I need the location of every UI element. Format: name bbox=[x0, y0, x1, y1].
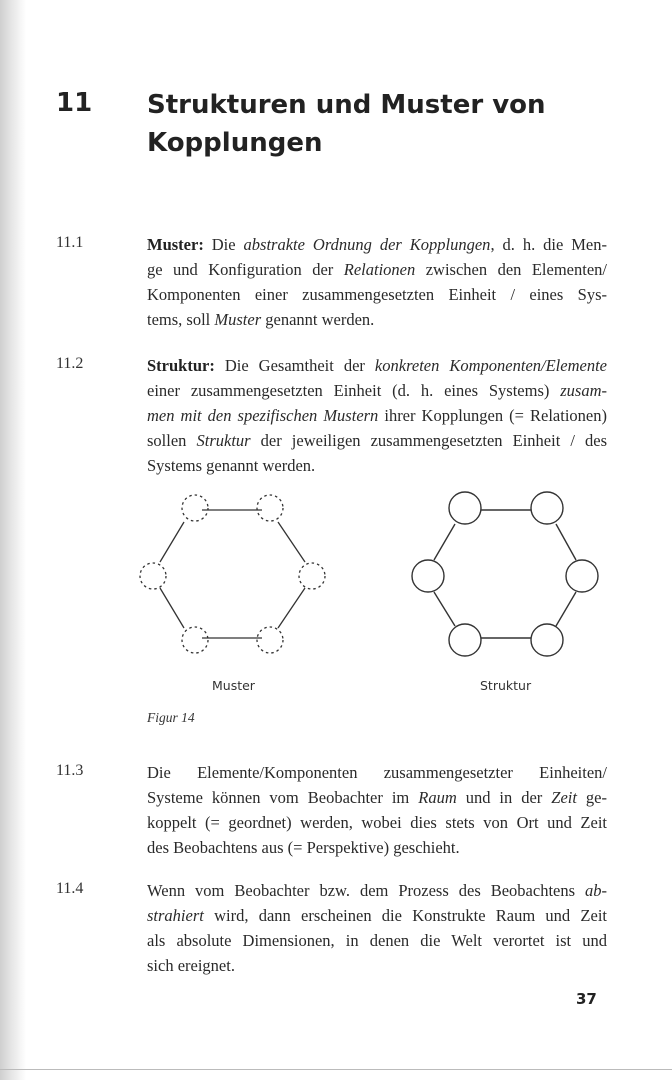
text-line bbox=[147, 878, 607, 903]
text-line bbox=[147, 353, 607, 378]
text-run: Komponenten einer zusammengesetzten Einheit / eines Sys- bbox=[147, 285, 607, 304]
struktur-node bbox=[412, 560, 444, 592]
text-run: ge und Konfiguration der bbox=[147, 260, 344, 279]
text-run: zwischen den Elementen/ bbox=[415, 260, 607, 279]
text-run: und in der bbox=[456, 788, 552, 807]
text-run: wird, dann erscheinen die Konstrukte Raum und Zeit bbox=[203, 906, 607, 925]
text-run: der jeweiligen zusammengesetzten Einheit / des bbox=[250, 431, 608, 450]
chapter-number: 11 bbox=[56, 88, 93, 118]
struktur-diagram bbox=[412, 492, 598, 656]
text-line bbox=[147, 232, 607, 257]
text-line bbox=[147, 760, 607, 785]
chapter-title bbox=[147, 86, 617, 162]
text-run: Die bbox=[203, 235, 244, 254]
bottom-divider bbox=[0, 1069, 672, 1070]
text-run: Die Gesamtheit der bbox=[214, 356, 375, 375]
text-run: sollen bbox=[147, 431, 197, 450]
text-line bbox=[147, 953, 607, 978]
figure-caption: Figur 14 bbox=[147, 710, 195, 725]
emphasis-text: zusam- bbox=[560, 381, 607, 400]
text-run: ge- bbox=[576, 788, 607, 807]
struktur-node bbox=[566, 560, 598, 592]
section-number: 11.1 bbox=[56, 234, 84, 251]
muster-edge bbox=[160, 588, 184, 628]
text-run: tems, soll bbox=[147, 310, 215, 329]
emphasis-text: Zeit bbox=[551, 788, 577, 807]
text-run: koppelt (= geordnet) werden, wobei dies stets von Ort und Zeit bbox=[147, 813, 607, 832]
emphasis-text: Muster bbox=[214, 310, 262, 329]
struktur-node bbox=[531, 492, 563, 524]
muster-node-dashed bbox=[257, 627, 283, 653]
muster-node-dashed bbox=[140, 563, 166, 589]
chapter-title-line-2: Kopplungen bbox=[147, 128, 323, 158]
term-bold: Muster: bbox=[147, 235, 204, 254]
section-body bbox=[147, 760, 607, 860]
text-run: einer zusammengesetzten Einheit (d. h. eines Systems) bbox=[147, 381, 561, 400]
text-line bbox=[147, 785, 607, 810]
text-line bbox=[147, 810, 607, 835]
struktur-node bbox=[449, 492, 481, 524]
text-line bbox=[147, 378, 607, 403]
text-run: Systeme können vom Beobachter im bbox=[147, 788, 419, 807]
text-run: , d. h. die Men- bbox=[490, 235, 608, 254]
emphasis-text: ab- bbox=[585, 881, 607, 900]
text-run: Die Elemente/Komponenten zusammengesetzter Einheiten/ bbox=[147, 763, 607, 782]
emphasis-text: strahiert bbox=[147, 906, 204, 925]
struktur-edge bbox=[556, 524, 576, 560]
hexagon-figure bbox=[0, 480, 672, 680]
text-line bbox=[147, 307, 607, 332]
text-line bbox=[147, 282, 607, 307]
emphasis-text: konkreten Komponenten/Elemente bbox=[374, 356, 607, 375]
muster-node-dashed bbox=[299, 563, 325, 589]
section-number: 11.3 bbox=[56, 762, 84, 779]
muster-diagram bbox=[140, 495, 325, 653]
muster-node-dashed bbox=[182, 495, 208, 521]
text-run: als absolute Dimensionen, in denen die Welt verortet ist und bbox=[147, 931, 607, 950]
section-body bbox=[147, 353, 607, 478]
text-run: ihrer Kopplungen (= Relationen) bbox=[378, 406, 607, 425]
struktur-edge bbox=[434, 524, 455, 560]
figure-label-struktur: Struktur bbox=[480, 678, 532, 693]
text-run: Wenn vom Beobachter bzw. dem Prozess des Beobachtens bbox=[147, 881, 585, 900]
text-line bbox=[147, 403, 607, 428]
text-run: Systems genannt werden. bbox=[147, 456, 316, 475]
section-number: 11.2 bbox=[56, 355, 84, 372]
text-line bbox=[147, 835, 607, 860]
emphasis-text: men mit den spezifischen Mustern bbox=[147, 406, 379, 425]
term-bold: Struktur: bbox=[147, 356, 215, 375]
emphasis-text: abstrakte Ordnung der Kopplungen bbox=[243, 235, 491, 254]
muster-node-dashed bbox=[257, 495, 283, 521]
text-run: genannt werden. bbox=[261, 310, 375, 329]
muster-node-dashed bbox=[182, 627, 208, 653]
emphasis-text: Raum bbox=[418, 788, 457, 807]
struktur-node bbox=[531, 624, 563, 656]
muster-edge bbox=[278, 588, 305, 628]
text-run: des Beobachtens aus (= Perspektive) geschieht. bbox=[147, 838, 460, 857]
figure-label-muster: Muster bbox=[212, 678, 255, 693]
chapter-title-line-1: Strukturen und Muster von bbox=[147, 90, 546, 120]
text-line bbox=[147, 453, 607, 478]
text-run: sich ereignet. bbox=[147, 956, 235, 975]
struktur-edge bbox=[556, 592, 576, 626]
text-line bbox=[147, 428, 607, 453]
section-number: 11.4 bbox=[56, 880, 84, 897]
section-body bbox=[147, 878, 607, 978]
struktur-edge bbox=[434, 592, 455, 626]
page-number: 37 bbox=[576, 990, 597, 1008]
text-line bbox=[147, 928, 607, 953]
text-line bbox=[147, 903, 607, 928]
emphasis-text: Relationen bbox=[343, 260, 416, 279]
struktur-node bbox=[449, 624, 481, 656]
section-body bbox=[147, 232, 607, 332]
muster-edge bbox=[160, 522, 184, 562]
muster-edge bbox=[278, 522, 305, 562]
text-line bbox=[147, 257, 607, 282]
emphasis-text: Struktur bbox=[196, 431, 251, 450]
